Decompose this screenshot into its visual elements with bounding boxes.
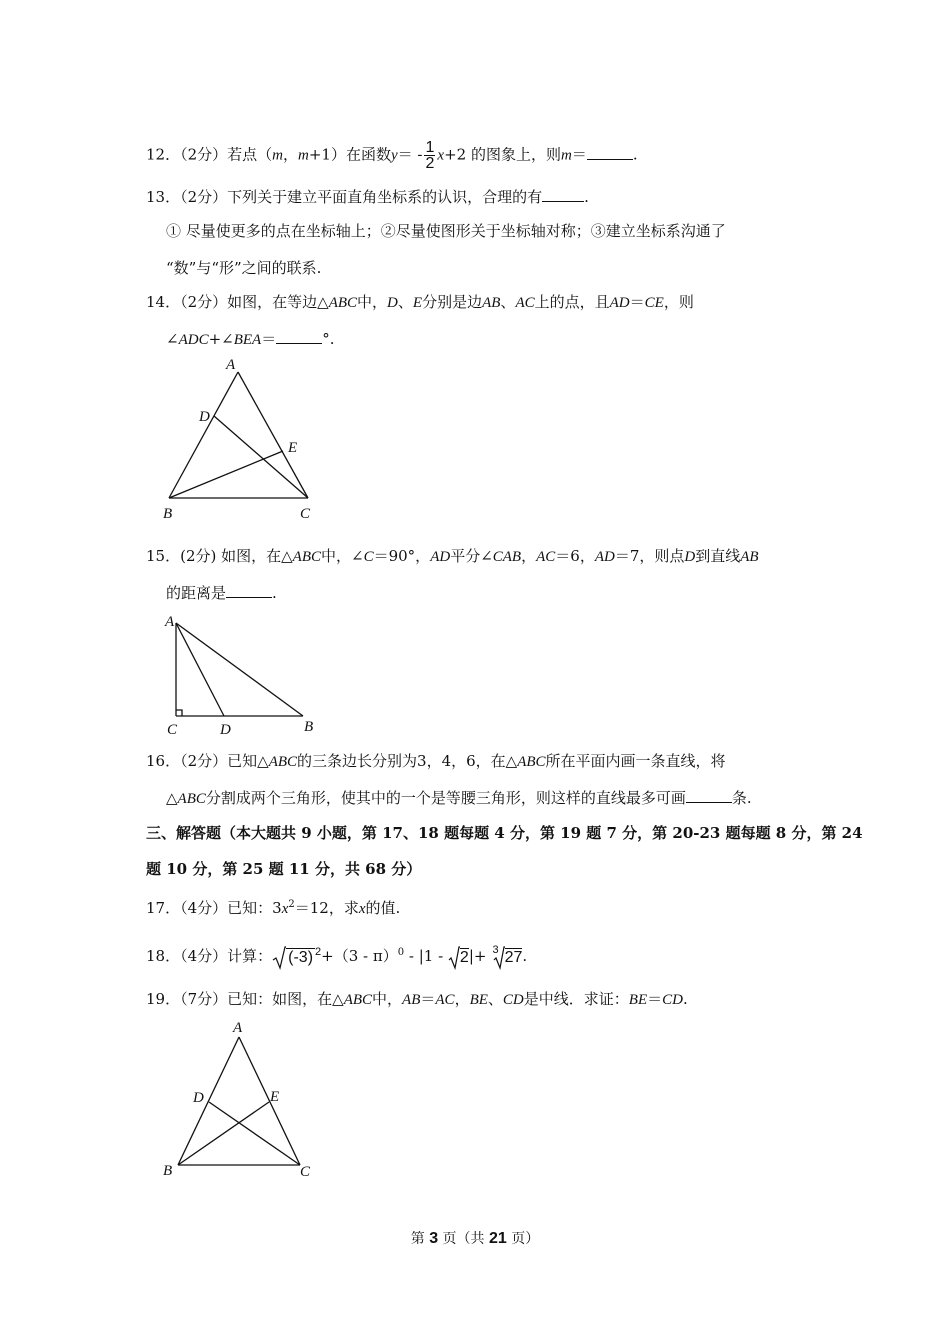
segment-dc bbox=[214, 416, 308, 498]
label-c: C bbox=[167, 722, 178, 738]
answer-blank[interactable] bbox=[276, 329, 322, 344]
figure-q15-right-triangle bbox=[160, 610, 330, 738]
label-d: D bbox=[220, 722, 231, 738]
section-3-heading-cont: 题 10 分，第 25 题 11 分，共 68 分） bbox=[146, 860, 422, 878]
cube-root-27: 27 bbox=[493, 945, 523, 970]
question-14-line2: ∠ADC+∠BEA＝ °. bbox=[166, 330, 335, 348]
label-b: B bbox=[163, 1163, 173, 1179]
segment-be bbox=[169, 451, 283, 498]
question-14: 14．（2分）如图，在等边△ABC中，D、E分别是边AB、AC上的点，且AD＝CE，则 bbox=[146, 293, 694, 311]
figure-q14-triangle bbox=[160, 355, 330, 525]
section-3-heading: 三、解答题（本大题共 9 小题，第 17、18 题每题 4 分，第 19 题 7 分，第 20-23 题每题 8 分，第 24 bbox=[146, 824, 863, 842]
page-footer: 第 3 页（共 21 页） bbox=[410, 1230, 540, 1247]
side-ab bbox=[178, 1037, 239, 1165]
label-a: A bbox=[226, 357, 236, 373]
figure-q19-isosceles-triangle bbox=[160, 1015, 330, 1185]
label-c: C bbox=[300, 1164, 311, 1180]
radical-sign-icon bbox=[448, 946, 460, 970]
label-a: A bbox=[165, 614, 175, 630]
label-c: C bbox=[300, 506, 311, 522]
right-angle-mark bbox=[176, 710, 182, 716]
label-a: A bbox=[233, 1020, 243, 1036]
question-19: 19．（7分）已知：如图，在△ABC中，AB＝AC，BE、CD是中线．求证：BE＝CD. bbox=[146, 990, 688, 1008]
label-b: B bbox=[304, 719, 314, 735]
fraction-one-half: $\frac{1}{2}$ bbox=[425, 139, 435, 172]
question-18: 18．（4分）计算： (-3) $^2$+（3 - π）$^0$ - |1 - 2|+ $^3$ 27. bbox=[146, 940, 527, 970]
label-b: B bbox=[163, 506, 173, 522]
question-15: 15．(2分) 如图，在△ABC中，∠C＝90°，AD平分∠CAB，AC＝6，AD＝7，则点D到直线AB bbox=[146, 547, 759, 565]
side-ac bbox=[238, 372, 308, 498]
side-ab bbox=[169, 372, 238, 498]
label-d: D bbox=[193, 1090, 204, 1106]
label-e: E bbox=[270, 1089, 280, 1105]
question-15-line2: 的距离是 . bbox=[166, 584, 277, 602]
label-e: E bbox=[288, 440, 298, 456]
answer-blank[interactable] bbox=[686, 788, 732, 803]
question-16-line2: △ABC分割成两个三角形，使其中的一个是等腰三角形，则这样的直线最多可画 条. bbox=[166, 789, 752, 807]
sqrt-2: 2 bbox=[448, 945, 469, 970]
question-16: 16．（2分）已知△ABC的三条边长分别为3，4，6，在△ABC所在平面内画一条直线，将 bbox=[146, 752, 726, 770]
segment-ad bbox=[176, 623, 224, 716]
question-17: 17．（4分）已知：$3x^2=12$，求x的值. bbox=[146, 899, 401, 917]
side-ab bbox=[176, 623, 303, 716]
question-13-options-cont: “数”与“形”之间的联系. bbox=[166, 259, 322, 277]
total-pages: 21 bbox=[489, 1230, 507, 1247]
answer-blank[interactable] bbox=[587, 145, 633, 160]
question-13-options: ① 尽量使更多的点在坐标轴上；②尽量使图形关于坐标轴对称；③建立坐标系沟通了 bbox=[166, 222, 726, 240]
sqrt-neg3-squared: (-3) bbox=[272, 945, 315, 970]
radical-sign-icon bbox=[272, 946, 286, 970]
question-13: 13．（2分）下列关于建立平面直角坐标系的认识，合理的有 . bbox=[146, 188, 589, 206]
page-number: 3 bbox=[429, 1230, 439, 1247]
answer-blank[interactable] bbox=[542, 187, 584, 202]
answer-blank[interactable] bbox=[226, 583, 272, 598]
label-d: D bbox=[199, 409, 210, 425]
question-12: 12．（2分）若点（m，m+1）在函数y＝ - $\frac{1}{2}$ x+2 的图象上，则m＝ . bbox=[146, 139, 638, 172]
